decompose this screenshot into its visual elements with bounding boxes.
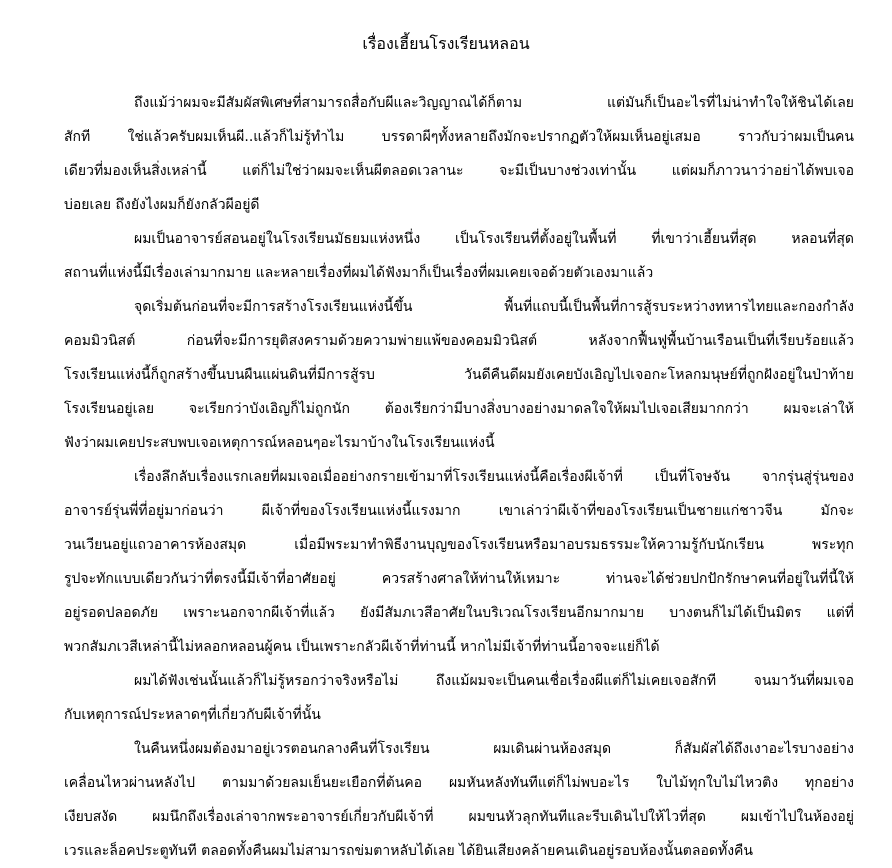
paragraph-line: กับเหตุการณ์ประหลาดๆที่เกี่ยวกับผีเจ้าที่นั้น xyxy=(64,707,321,723)
paragraph xyxy=(64,222,854,290)
paragraph-line: เวรและล็อคประตูทันที ตลอดทั้งคืนผมไม่สามารถข่มตาหลับได้เลย ได้ยินเสียงคล้ายคนเดินอยู่รอบห้องนั้นตลอดทั้งคืน xyxy=(64,843,753,859)
paragraph-line: เดียวที่มองเห็นสิ่งเหล่านี้ แต่ก็ไม่ใช่ว่าผมจะเห็นผีตลอดเวลานะ จะมีเป็นบางช่วงเท่านั้น แต่ผมก็ภาวนาว่าอย่าได้พบเจอ xyxy=(64,163,854,179)
paragraph-line: อยู่รอดปลอดภัย เพราะนอกจากผีเจ้าที่แล้ว ยังมีสัมภเวสีอาศัยในบริเวณโรงเรียนอีกมากมาย บางตนก็ไม่ได้เป็นมิตร แต่ที่ xyxy=(64,605,854,621)
paragraph-line: พวกสัมภเวสีเหล่านี้ไม่หลอกหลอนผู้คน เป็นเพราะกลัวผีเจ้าที่ท่านนี้ หากไม่มีเจ้าที่ท่านนี้อาจจะแย่ก็ได้ xyxy=(64,639,660,655)
paragraph-line: อาจารย์รุ่นพี่ที่อยู่มาก่อนว่า ผีเจ้าที่ของโรงเรียนแห่งนี้แรงมาก เขาเล่าว่าผีเจ้าที่ของโรงเรียนเป็นชายแก่ชาวจีน มักจะ xyxy=(64,503,854,519)
paragraph-line: คอมมิวนิสต์ ก่อนที่จะมีการยุติสงครามด้วยความพ่ายแพ้ของคอมมิวนิสต์ หลังจากฟื้นฟูพื้นบ้านเรือนเป็นที่เรียบร้อยแล้ว xyxy=(64,333,854,349)
document-title: เรื่องเฮี้ยนโรงเรียนหลอน xyxy=(362,34,530,53)
paragraph-line: รูปจะทักแบบเดียวกันว่าที่ตรงนี้มีเจ้าที่อาศัยอยู่ ควรสร้างศาลให้ท่านให้เหมาะ ท่านจะได้ช่วยปกปักรักษาคนที่อยู่ในที่นี้ให้ xyxy=(64,571,854,587)
paragraph xyxy=(64,86,854,222)
paragraph-line: เคลื่อนไหวผ่านหลังไป ตามมาด้วยลมเย็นยะเยือกที่ต้นคอ ผมหันหลังทันทีแต่ก็ไม่พบอะไร ใบไม้ทุกใบไม่ไหวติง ทุกอย่าง xyxy=(64,775,854,791)
document-body xyxy=(64,86,854,868)
paragraph-line: ถึงแม้ว่าผมจะมีสัมผัสพิเศษที่สามารถสื่อกับผีและวิญญาณได้ก็ตาม แต่มันก็เป็นอะไรที่ไม่น่าทำใจให้ชินได้เลย xyxy=(134,95,854,111)
paragraph-line: ผมได้ฟังเช่นนั้นแล้วก็ไม่รู้หรอกว่าจริงหรือไม่ ถึงแม้ผมจะเป็นคนเชื่อเรื่องผีแต่ก็ไม่เคยเจอสักที จนมาวันที่ผมเจอ xyxy=(134,673,854,689)
paragraph xyxy=(64,732,854,868)
paragraph-line: สถานที่แห่งนี้มีเรื่องเล่ามากมาย และหลายเรื่องที่ผมได้ฟังมาก็เป็นเรื่องที่ผมเคยเจอด้วยตัวเองมาแล้ว xyxy=(64,265,654,281)
paragraph-line: โรงเรียนอยู่เลย จะเรียกว่าบังเอิญก็ไม่ถูกนัก ต้องเรียกว่ามีบางสิ่งบางอย่างมาดลใจให้ผมไปเจอเสียมากกว่า ผมจะเล่าให้ xyxy=(64,401,854,417)
paragraph-line: สักที ใช่แล้วครับผมเห็นผี..แล้วก็ไม่รู้ทำไม บรรดาผีๆทั้งหลายถึงมักจะปรากฏตัวให้ผมเห็นอยู่เสมอ ราวกับว่าผมเป็นคน xyxy=(64,129,854,145)
paragraph-line: เงียบสงัด ผมนึกถึงเรื่องเล่าจากพระอาจารย์เกี่ยวกับผีเจ้าที่ ผมขนหัวลุกทันทีและรีบเดินไปให้ไวที่สุด ผมเข้าไปในห้องอยู่ xyxy=(64,809,854,825)
paragraph-line: เรื่องลึกลับเรื่องแรกเลยที่ผมเจอเมื่ออย่างกรายเข้ามาที่โรงเรียนแห่งนี้คือเรื่องผีเจ้าที่ เป็นที่โจษจัน จากรุ่นสู่รุ่นของ xyxy=(134,469,854,485)
paragraph-line: โรงเรียนแห่งนี้ก็ถูกสร้างขึ้นบนผืนแผ่นดินที่มีการสู้รบ วันดีคืนดีผมยังเคยบังเอิญไปเจอกะโหลกมนุษย์ที่ถูกฝังอยู่ในป่าท้าย xyxy=(64,367,854,383)
paragraph xyxy=(64,460,854,664)
paragraph xyxy=(64,290,854,460)
paragraph-line: วนเวียนอยู่แถวอาคารห้องสมุด เมื่อมีพระมาทำพิธีงานบุญของโรงเรียนหรือมาอบรมธรรมะให้ความรู้กับนักเรียน พระทุก xyxy=(64,537,854,553)
paragraph-line: ผมเป็นอาจารย์สอนอยู่ในโรงเรียนมัธยมแห่งหนึ่ง เป็นโรงเรียนที่ตั้งอยู่ในพื้นที่ ที่เขาว่าเฮี้ยนที่สุด หลอนที่สุด xyxy=(134,231,854,247)
paragraph xyxy=(64,664,854,732)
paragraph-line: ฟังว่าผมเคยประสบพบเจอเหตุการณ์หลอนๆอะไรมาบ้างในโรงเรียนแห่งนี้ xyxy=(64,435,495,451)
paragraph-line: ในคืนหนึ่งผมต้องมาอยู่เวรตอนกลางคืนที่โรงเรียน ผมเดินผ่านห้องสมุด ก็สัมผัสได้ถึงเงาอะไรบางอย่าง xyxy=(134,741,854,757)
paragraph-line: จุดเริ่มต้นก่อนที่จะมีการสร้างโรงเรียนแห่งนี้ขึ้น พื้นที่แถบนี้เป็นพื้นที่การสู้รบระหว่างทหารไทยและกองกำลัง xyxy=(134,299,854,315)
paragraph-line: บ่อยเลย ถึงยังไงผมก็ยังกลัวผีอยู่ดี xyxy=(64,197,260,213)
